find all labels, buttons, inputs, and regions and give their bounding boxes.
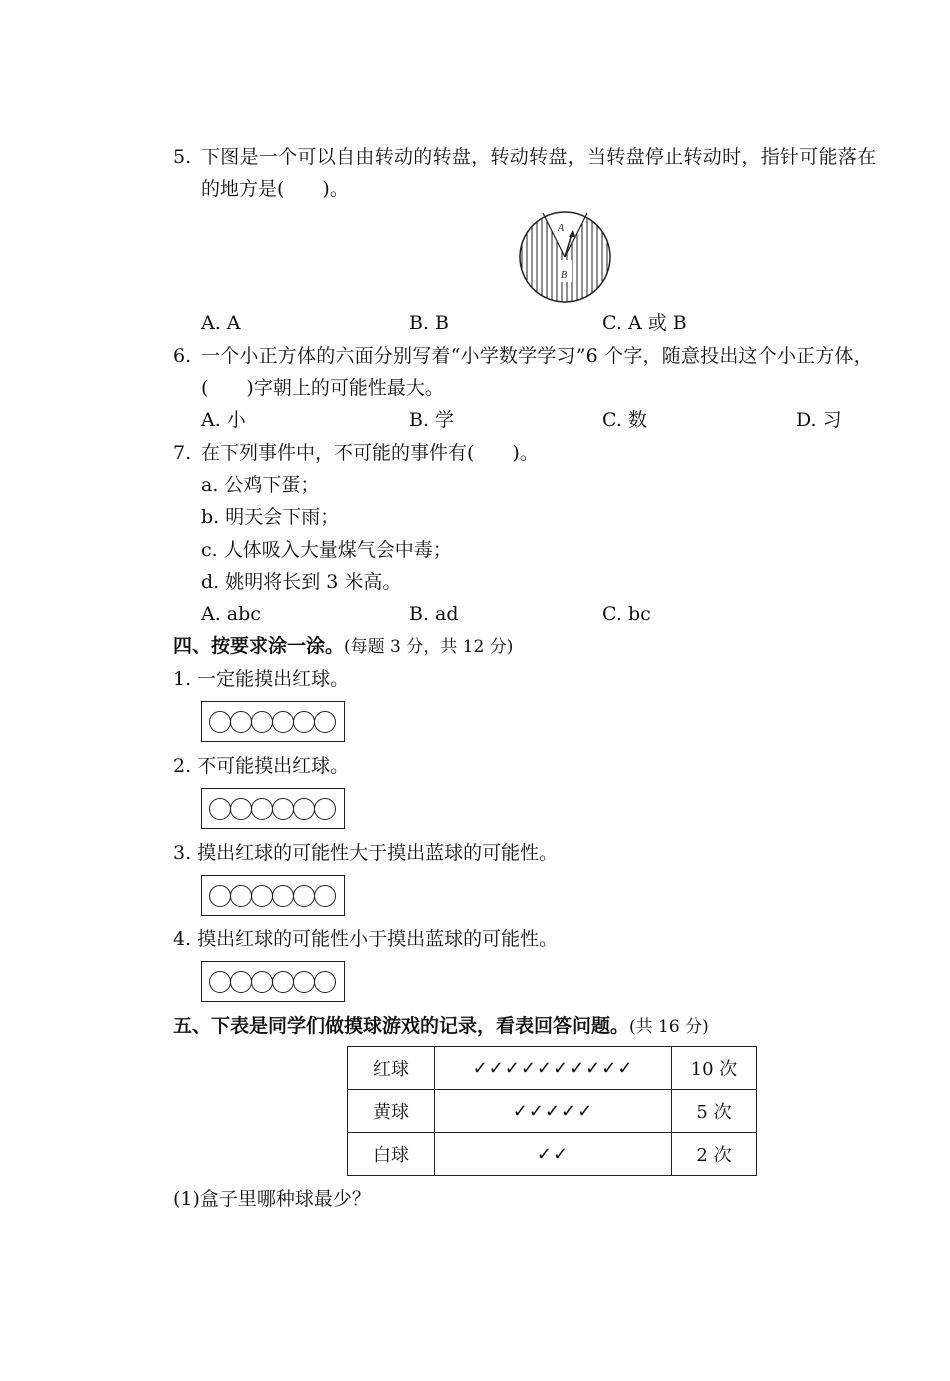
ball[interactable] <box>314 885 336 907</box>
section4-task-3: 3. 摸出红球的可能性大于摸出蓝球的可能性。 <box>173 842 559 864</box>
section5-score: (共 16 分) <box>629 1017 709 1037</box>
q7-text: 在下列事件中，不可能的事件有( )。 <box>201 442 539 464</box>
ball[interactable] <box>272 711 294 733</box>
ball[interactable] <box>272 971 294 993</box>
q5-text-line2: 的地方是( )。 <box>201 178 349 200</box>
section4-task-4: 4. 摸出红球的可能性小于摸出蓝球的可能性。 <box>173 928 559 950</box>
q7-item-d: d. 姚明将长到 3 米高。 <box>201 571 402 593</box>
ball[interactable] <box>230 885 252 907</box>
section5-title: 五、下表是同学们做摸球游戏的记录，看表回答问题。 <box>173 1015 630 1037</box>
section4-score: (每题 3 分，共 12 分) <box>344 637 514 657</box>
ball-box-1 <box>201 701 345 742</box>
spinner-label-b: B <box>561 270 568 281</box>
q6-text-line2: ( )字朝上的可能性最大。 <box>201 377 444 399</box>
q5-number: 5. <box>173 146 192 168</box>
q5-option-c[interactable]: C. A 或 B <box>602 312 687 334</box>
ball[interactable] <box>251 971 273 993</box>
ball[interactable] <box>230 798 252 820</box>
ball-box-4 <box>201 961 345 1002</box>
table-cell-marks: ✓✓✓✓✓✓✓✓✓✓ <box>435 1047 672 1090</box>
ball[interactable] <box>314 971 336 993</box>
q7-option-b[interactable]: B. ad <box>409 603 459 625</box>
q7-item-c: c. 人体吸入大量煤气会中毒； <box>201 539 452 561</box>
q5-text-line1: 下图是一个可以自由转动的转盘，转动转盘，当转盘停止转动时，指针可能落在 <box>201 146 877 168</box>
q7-item-a: a. 公鸡下蛋； <box>201 474 320 496</box>
ball[interactable] <box>272 798 294 820</box>
q6-option-b[interactable]: B. 学 <box>409 409 455 431</box>
ball[interactable] <box>272 885 294 907</box>
table-cell-color: 白球 <box>348 1133 435 1176</box>
q6-number: 6. <box>173 345 192 367</box>
q5-option-a[interactable]: A. A <box>201 312 241 334</box>
q5-option-b[interactable]: B. B <box>409 312 450 334</box>
ball-box-3 <box>201 875 345 916</box>
q7-item-b: b. 明天会下雨； <box>201 506 340 528</box>
table-row <box>348 1047 757 1090</box>
ball-box-2 <box>201 788 345 829</box>
table-cell-marks: ✓✓✓✓✓ <box>435 1090 672 1133</box>
section4-task-1: 1. 一定能摸出红球。 <box>173 668 350 690</box>
table-row <box>348 1133 757 1176</box>
section4-task-2: 2. 不可能摸出红球。 <box>173 755 350 777</box>
ball[interactable] <box>230 711 252 733</box>
q7-option-c[interactable]: C. bc <box>602 603 651 625</box>
q6-text-line1: 一个小正方体的六面分别写着“小学数学学习”6 个字，随意投出这个小正方体， <box>201 345 873 367</box>
ball[interactable] <box>293 971 315 993</box>
ball[interactable] <box>209 798 231 820</box>
section5-question-1: (1)盒子里哪种球最少？ <box>173 1188 371 1210</box>
q7-number: 7. <box>173 442 192 464</box>
table-cell-count: 5 次 <box>672 1090 757 1133</box>
ball[interactable] <box>230 971 252 993</box>
record-table <box>347 1046 757 1176</box>
q6-option-d[interactable]: D. 习 <box>796 409 842 431</box>
ball[interactable] <box>293 885 315 907</box>
table-cell-count: 2 次 <box>672 1133 757 1176</box>
ball[interactable] <box>209 711 231 733</box>
ball[interactable] <box>251 711 273 733</box>
ball[interactable] <box>209 885 231 907</box>
q7-option-a[interactable]: A. abc <box>201 603 261 625</box>
table-cell-color: 红球 <box>348 1047 435 1090</box>
table-cell-marks: ✓✓ <box>435 1133 672 1176</box>
ball[interactable] <box>293 798 315 820</box>
section4-title: 四、按要求涂一涂。 <box>173 635 345 657</box>
section5-heading <box>173 1014 709 1039</box>
table-cell-color: 黄球 <box>348 1090 435 1133</box>
ball[interactable] <box>251 885 273 907</box>
section4-heading <box>173 634 513 659</box>
spinner-diagram <box>516 210 614 304</box>
ball[interactable] <box>251 798 273 820</box>
ball[interactable] <box>209 971 231 993</box>
table-cell-count: 10 次 <box>672 1047 757 1090</box>
ball[interactable] <box>293 711 315 733</box>
q6-option-a[interactable]: A. 小 <box>201 409 246 431</box>
table-row <box>348 1090 757 1133</box>
ball[interactable] <box>314 711 336 733</box>
spinner-label-a: A <box>558 223 565 234</box>
q6-option-c[interactable]: C. 数 <box>602 409 647 431</box>
ball[interactable] <box>314 798 336 820</box>
